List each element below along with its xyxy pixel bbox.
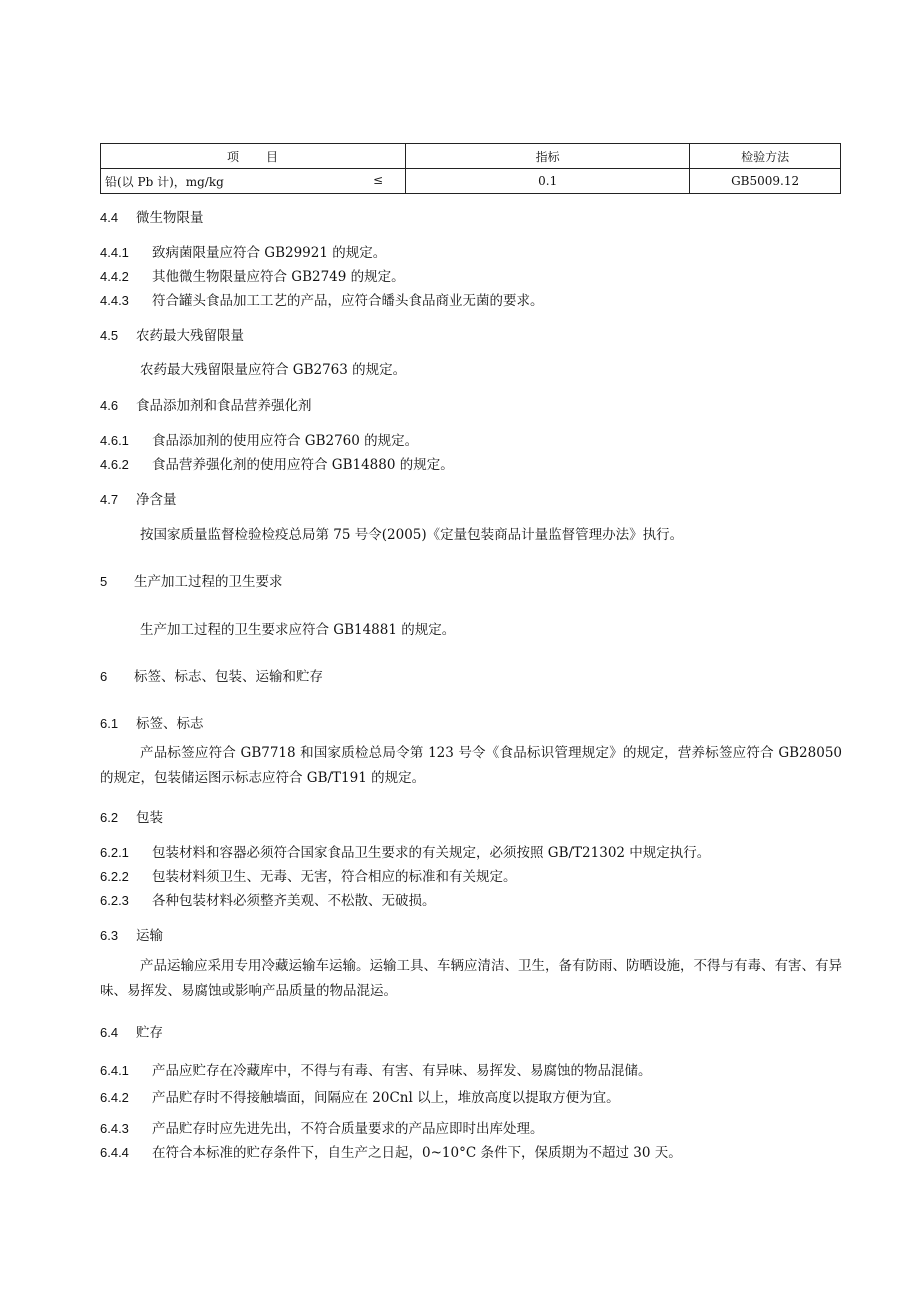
section-body: 生产加工过程的卫生要求应符合 GB14881 的规定。 — [140, 622, 456, 638]
comparison-operator: ≤ — [373, 173, 384, 187]
section-heading: 6.1 标签、标志 — [100, 716, 204, 732]
table-cell-item — [101, 169, 406, 194]
clause-item: 6.4.4 在符合本标准的贮存条件下，自生产之日起，0~10°C 条件下，保质期为不超过 30 天。 — [100, 1145, 682, 1161]
section-body: 产品标签应符合 GB7718 和国家质检总局令第 123 号令《食品标识管理规定》的规定，营养标签应符合 GB28050 的规定，包装储运图示标志应符合 GB/T191 的规定。 — [100, 745, 842, 786]
chapter-heading: 5 生产加工过程的卫生要求 — [100, 574, 283, 590]
clause-item: 4.4.3 符合罐头食品加工工艺的产品，应符合皤头食品商业无菌的要求。 — [100, 293, 544, 309]
clause-item: 6.4.3 产品贮存时应先进先出，不符合质量要求的产品应即时出库处理。 — [100, 1121, 544, 1137]
clause-item: 4.4.1 致病菌限量应符合 GB29921 的规定。 — [100, 245, 387, 261]
table-cell-value: 0.1 — [406, 169, 690, 194]
clause-item: 6.2.1 包装材料和容器必须符合国家食品卫生要求的有关规定，必须按照 GB/T21302 中规定执行。 — [100, 845, 711, 861]
clause-item: 4.4.2 其他微生物限量应符合 GB2749 的规定。 — [100, 269, 405, 285]
table-cell-method: GB5009.12 — [690, 169, 841, 194]
table-header-indicator: 指标 — [406, 144, 690, 169]
table-header-row — [101, 144, 841, 169]
section-body: 按国家质量监督检验检疫总局第 75 号令(2005)《定量包装商品计量监督管理办法》执行。 — [140, 527, 684, 543]
section-heading: 4.5 农药最大残留限量 — [100, 328, 244, 344]
section-heading: 6.3 运输 — [100, 928, 163, 944]
clause-item: 6.4.1 产品应贮存在冷藏库中，不得与有毒、有害、有异味、易挥发、易腐蚀的物品混储。 — [100, 1063, 652, 1079]
clause-item: 4.6.2 食品营养强化剂的使用应符合 GB14880 的规定。 — [100, 457, 454, 473]
section-body: 产品运输应采用专用冷藏运输车运输。运输工具、车辆应清洁、卫生，备有防雨、防晒设施，不得与有毒、有害、有异味、易挥发、易腐蚀或影响产品质量的物品混运。 — [100, 958, 842, 999]
section-heading: 6.4 贮存 — [100, 1025, 163, 1041]
clause-item: 4.6.1 食品添加剂的使用应符合 GB2760 的规定。 — [100, 433, 419, 449]
section-heading: 4.4 微生物限量 — [100, 210, 204, 226]
section-heading: 4.7 净含量 — [100, 492, 177, 508]
table-row — [101, 169, 841, 194]
section-body: 农药最大残留限量应符合 GB2763 的规定。 — [140, 362, 407, 378]
section-heading: 6.2 包装 — [100, 810, 163, 826]
clause-item: 6.2.3 各种包装材料必须整齐美观、不松散、无破损。 — [100, 893, 436, 909]
table-header-method: 检验方法 — [690, 144, 841, 169]
table-header-item: 项 目 — [101, 144, 406, 169]
limits-table — [100, 143, 841, 194]
clause-item: 6.2.2 包装材料须卫生、无毒、无害，符合相应的标准和有关规定。 — [100, 869, 517, 885]
chapter-heading: 6 标签、标志、包装、运输和贮存 — [100, 669, 323, 685]
clause-item: 6.4.2 产品贮存时不得接触墙面，间隔应在 20Cnl 以上，堆放高度以提取方便为宜。 — [100, 1090, 620, 1106]
section-heading: 4.6 食品添加剂和食品营养强化剂 — [100, 398, 312, 414]
item-name: 铅(以 Pb 计)，mg/kg — [105, 174, 224, 189]
